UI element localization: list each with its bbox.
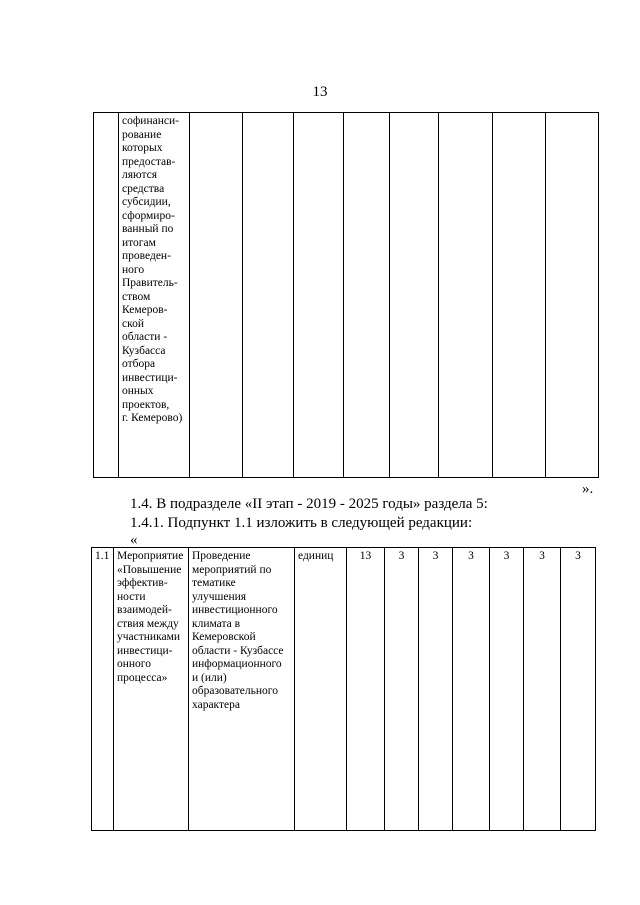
opening-quote: « — [130, 532, 138, 548]
value-cell: 3 — [419, 548, 453, 831]
paragraph-1-4-1: 1.4.1. Подпункт 1.1 изложить в следующей редакции: — [130, 515, 473, 531]
table-row — [92, 548, 596, 831]
table-cell — [390, 113, 439, 478]
table-cell — [190, 113, 243, 478]
table-cell — [294, 113, 344, 478]
table-continued — [93, 112, 599, 478]
table-cell — [493, 113, 546, 478]
closing-quote: ». — [582, 481, 594, 497]
event-name-cell: Мероприятие «Повышение эффектив- ности взаимодей- ствия между участниками инвестици- онного процесса» — [114, 548, 189, 831]
table-replacement — [91, 547, 596, 831]
table-cell — [546, 113, 599, 478]
value-cell: 13 — [347, 548, 385, 831]
table-cell — [243, 113, 294, 478]
table-row — [94, 113, 599, 478]
table-cell — [94, 113, 119, 478]
value-cell: 3 — [561, 548, 596, 831]
page-number: 13 — [312, 84, 328, 100]
unit-cell: единиц — [295, 548, 347, 831]
value-cell: 3 — [385, 548, 419, 831]
table-cell — [344, 113, 390, 478]
table-cell — [439, 113, 493, 478]
table-cell-description: софинанси- рование которых предостав- ляются средства субсидии, сформиро- ванный по итогам проведен- ного Правитель- ством Кемеров- ской области - Кузбасса отбора инвестици- онных проектов, г. Кемерово) — [119, 113, 190, 478]
value-cell: 3 — [453, 548, 490, 831]
value-cell: 3 — [524, 548, 561, 831]
row-number: 1.1 — [92, 548, 114, 831]
event-description-cell: Проведение мероприятий по тематике улучшения инвестиционного климата в Кемеровской области - Кузбассе информационного и (или) образовательного характера — [189, 548, 295, 831]
paragraph-1-4: 1.4. В подразделе «II этап - 2019 - 2025 годы» раздела 5: — [130, 496, 488, 512]
value-cell: 3 — [490, 548, 524, 831]
